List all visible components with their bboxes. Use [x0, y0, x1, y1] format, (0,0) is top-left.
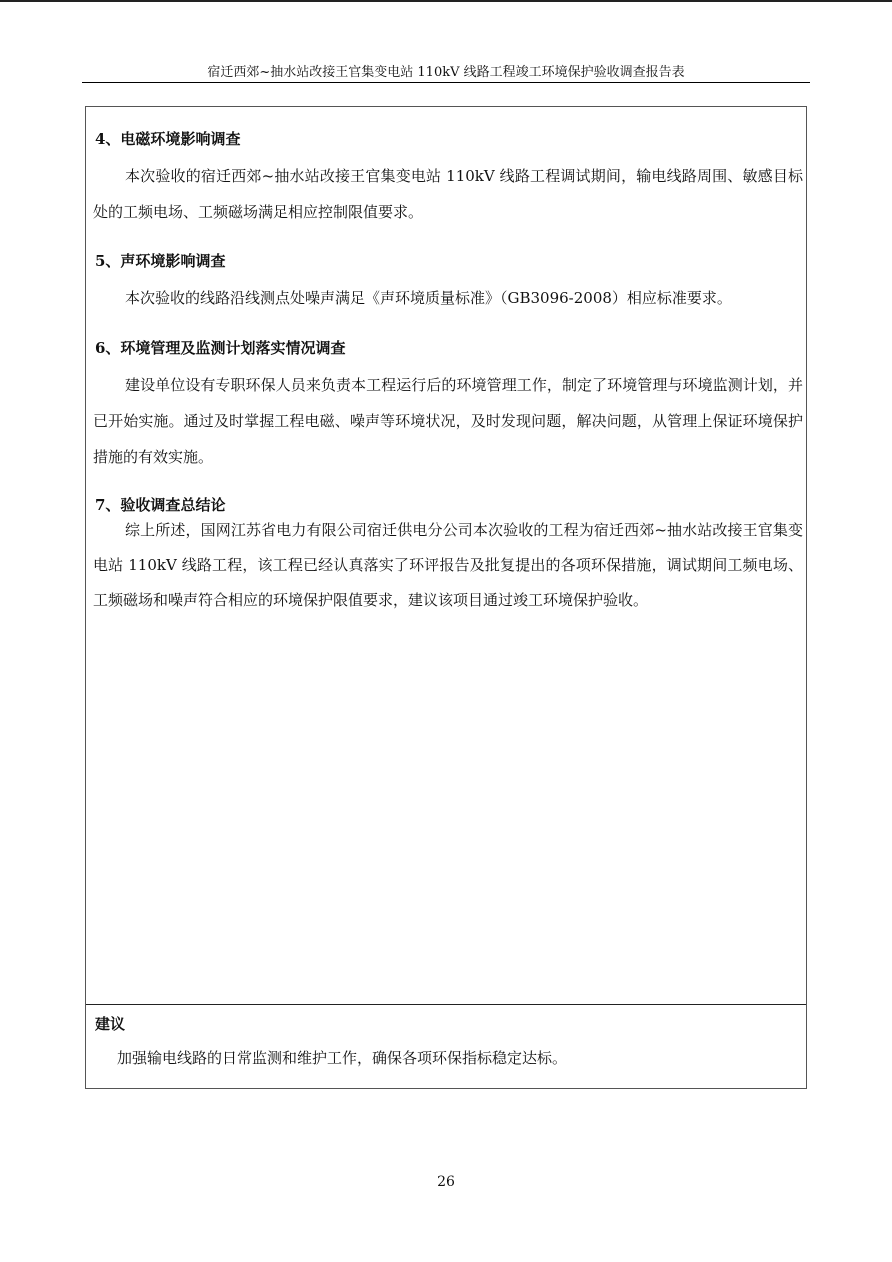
section-heading-electromagnetic: 4、电磁环境影响调查: [95, 130, 241, 148]
page-number: 26: [437, 1174, 455, 1190]
running-header: 宿迁西郊~抽水站改接王官集变电站 110kV 线路工程竣工环境保护验收调查报告表: [207, 65, 685, 80]
section-text-conclusion: 综上所述，国网江苏省电力有限公司宿迁供电分公司本次验收的工程为宿迁西郊~抽水站改接王官集变电站 110kV 线路工程，该工程已经认真落实了环评报告及批复提出的各项环保措施，调试期间工频电场、工频磁场和噪声符合相应的环境保护限值要求，建议该项目通过竣工环境保护验收。: [93, 521, 803, 609]
section-heading-acoustic: 5、声环境影响调查: [95, 252, 226, 270]
report-table: [85, 106, 807, 1089]
suggestion-text: 加强输电线路的日常监测和维护工作，确保各项环保指标稳定达标。: [117, 1049, 568, 1067]
suggestion-heading: 建议: [95, 1015, 126, 1033]
section-heading-management: 6、环境管理及监测计划落实情况调查: [95, 339, 346, 357]
section-text-acoustic: 本次验收的线路沿线测点处噪声满足《声环境质量标准》（GB3096-2008）相应标准要求。: [125, 289, 732, 307]
section-heading-conclusion: 7、验收调查总结论: [95, 496, 226, 514]
section-text-electromagnetic: 本次验收的宿迁西郊~抽水站改接王官集变电站 110kV 线路工程调试期间，输电线路周围、敏感目标处的工频电场、工频磁场满足相应控制限值要求。: [93, 167, 803, 221]
section-text-management: 建设单位设有专职环保人员来负责本工程运行后的环境管理工作，制定了环境管理与环境监测计划，并已开始实施。通过及时掌握工程电磁、噪声等环境状况，及时发现问题，解决问题，从管理上保证环境保护措施的有效实施。: [93, 376, 803, 466]
header-rule: [82, 82, 810, 83]
table-divider: [86, 1004, 806, 1005]
page-top-border: [0, 0, 892, 2]
